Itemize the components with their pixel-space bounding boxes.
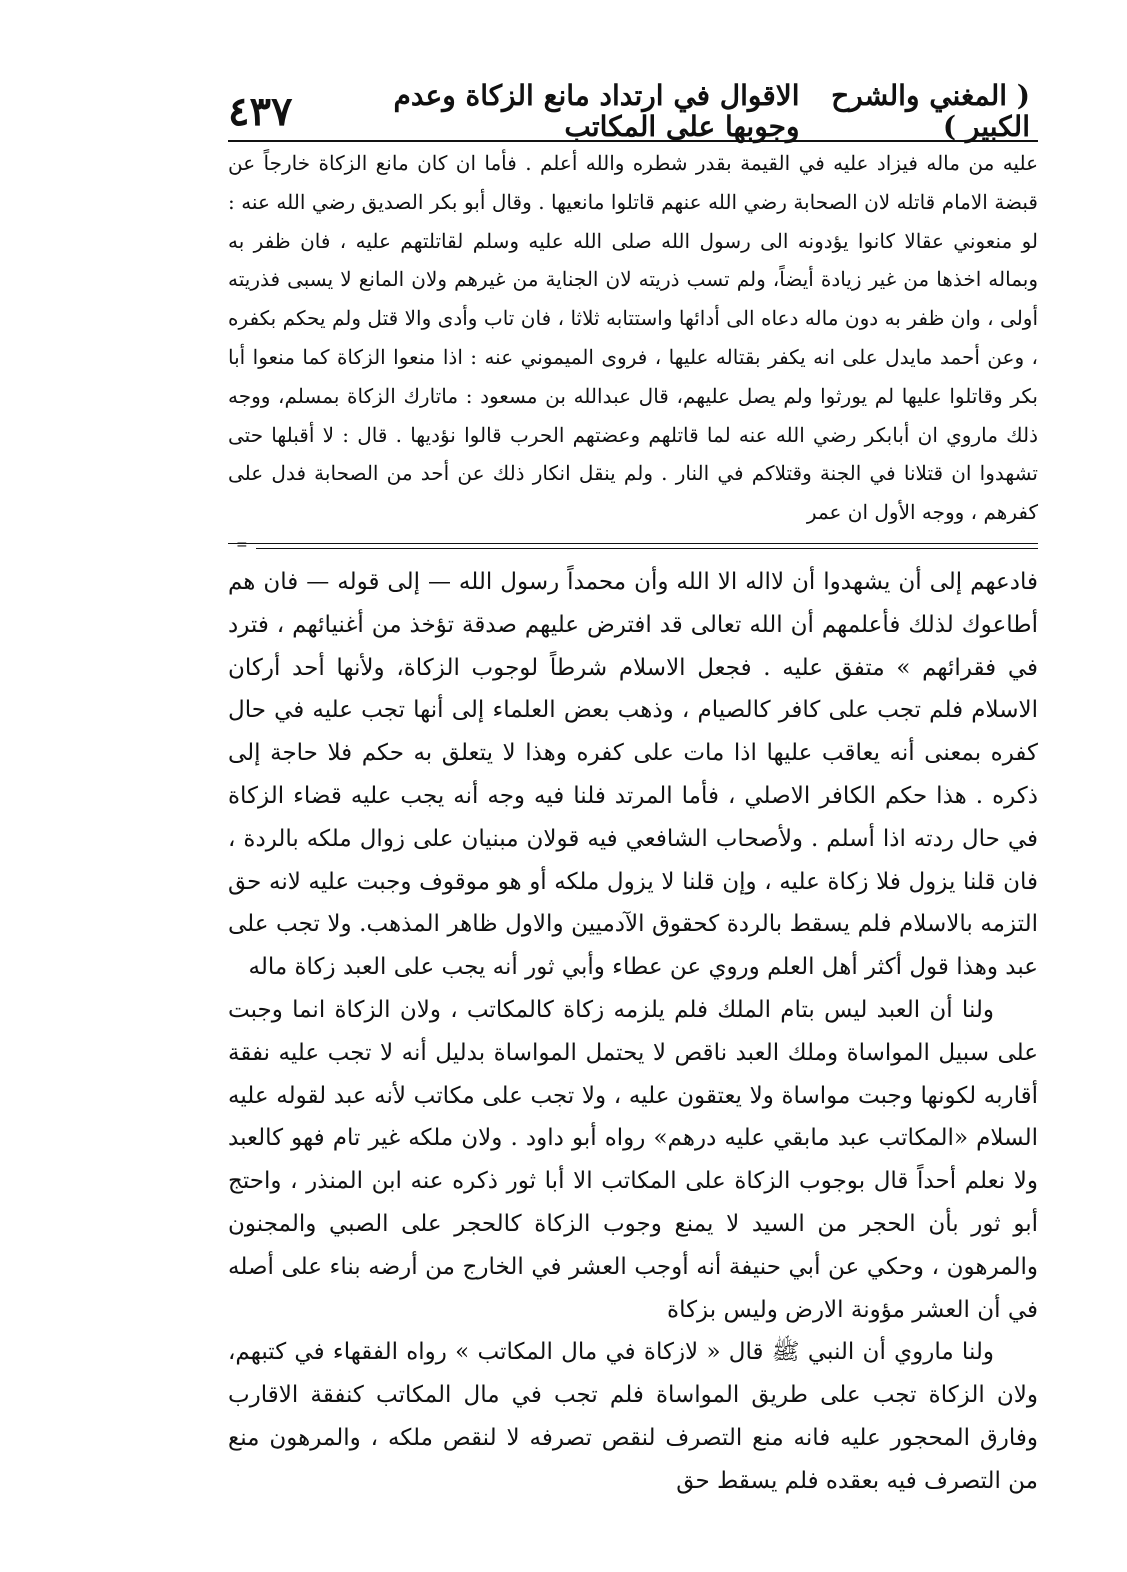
footnote-mark: =: [236, 536, 248, 553]
main-paragraph: ولنا ماروي أن النبي ﷺ قال « لازكاة في مال المكاتب » رواه الفقهاء في كتبهم، ولان الزكاة تجب على طريق المواساة فلم تجب في مال المكاتب كنفقة الاقارب وفارق المحجور عليه فانه منع التصرف لنقص تصرفه لا لنقص ملكه ، والمرهون منع من التصرف فيه بعقده فلم يسقط حق: [228, 1339, 1038, 1494]
running-header: [228, 79, 1038, 143]
page-number: ٤٣٧: [228, 88, 293, 135]
divider-line-upper: [228, 543, 1038, 544]
book-title: ( المغني والشرح الكبير ): [831, 79, 1030, 143]
main-text-section: [228, 561, 1038, 1503]
header-left-group: [228, 81, 800, 143]
commentary-section: [228, 144, 1038, 532]
main-paragraph: فادعهم إلى أن يشهدوا أن لااله الا الله وأن محمداً رسول الله — إلى قوله — فان هم أطاعوك لذلك فأعلمهم أن الله تعالى قد افترض عليهم صدقة تؤخذ من أغنيائهم ، فترد في فقرائهم » متفق عليه . فجعل الاسلام شرطاً لوجوب الزكاة، ولأنها أحد أركان الاسلام فلم تجب على كافر كالصيام ، وذهب بعض العلماء إلى أنها تجب عليه في حال كفره بمعنى أنه يعاقب عليها اذا مات على كفره وهذا لا يتعلق به حكم فلا حاجة إلى ذكره . هذا حكم الكافر الاصلي ، فأما المرتد فلنا فيه وجه أنه يجب عليه قضاء الزكاة في حال ردته اذا أسلم . ولأصحاب الشافعي فيه قولان مبنيان على زوال ملكه بالردة ، فان قلنا يزول فلا زكاة عليه ، وإن قلنا لا يزول ملكه أو هو موقوف وجبت عليه لانه حق التزمه بالاسلام فلم يسقط بالردة كحقوق الآدميين والاول ظاهر المذهب. ولا تجب على عبد وهذا قول أكثر أهل العلم وروي عن عطاء وأبي ثور أنه يجب على العبد زكاة ماله: [228, 568, 1038, 981]
chapter-title: الاقوال في ارتداد مانع الزكاة وعدم وجوبها على المكاتب: [393, 79, 800, 143]
section-divider: [228, 537, 1038, 557]
divider-line-lower: [256, 548, 1038, 549]
main-paragraph: ولنا أن العبد ليس بتام الملك فلم يلزمه زكاة كالمكاتب ، ولان الزكاة انما وجبت على سبيل المواساة وملك العبد ناقص لا يحتمل المواساة بدليل أنه لا تجب عليه نفقة أقاربه لكونها وجبت مواساة ولا يعتقون عليه ، ولا تجب على مكاتب لأنه عبد لقوله عليه السلام «المكاتب عبد مابقي عليه درهم» رواه أبو داود . ولان ملكه غير تام فهو كالعبد ولا نعلم أحداً قال بوجوب الزكاة على المكاتب الا أبا ثور ذكره عنه ابن المنذر ، واحتج أبو ثور بأن الحجر من السيد لا يمنع وجوب الزكاة كالحجر على الصبي والمجنون والمرهون ، وحكي عن أبي حنيفة أنه أوجب العشر في الخارج من أرضه بناء على أصله في أن العشر مؤونة الارض وليس بزكاة: [228, 996, 1038, 1323]
commentary-paragraph: عليه من ماله فيزاد عليه في القيمة بقدر شطره والله أعلم . فأما ان كان مانع الزكاة خارجاً عن قبضة الامام قاتله لان الصحابة رضي الله عنهم قاتلوا مانعيها . وقال أبو بكر الصديق رضي الله عنه : لو منعوني عقالا كانوا يؤدونه الى رسول الله صلى الله عليه وسلم لقاتلتهم عليه ، فان ظفر به وبماله اخذها من غير زيادة أيضاً، ولم تسب ذريته لان الجناية من غيرهم ولان المانع لا يسبى فذريته أولى ، وان ظفر به دون ماله دعاه الى أدائها واستتابه ثلاثا ، فان تاب وأدى والا قتل ولم يحكم بكفره ، وعن أحمد مايدل على انه يكفر بقتاله عليها ، فروى الميموني عنه : اذا منعوا الزكاة كما منعوا أبا بكر وقاتلوا عليها لم يورثوا ولم يصل عليهم، قال عبدالله بن مسعود : ماتارك الزكاة بمسلم، ووجه ذلك ماروي ان أبابكر رضي الله عنه لما قاتلهم وعضتهم الحرب قالوا نؤديها . قال : لا أقبلها حتى تشهدوا ان قتلانا في الجنة وقتلاكم في النار . ولم ينقل انكار ذلك عن أحد من الصحابة فدل على كفرهم ، ووجه الأول ان عمر: [228, 151, 1039, 525]
book-page: [228, 79, 1039, 1510]
